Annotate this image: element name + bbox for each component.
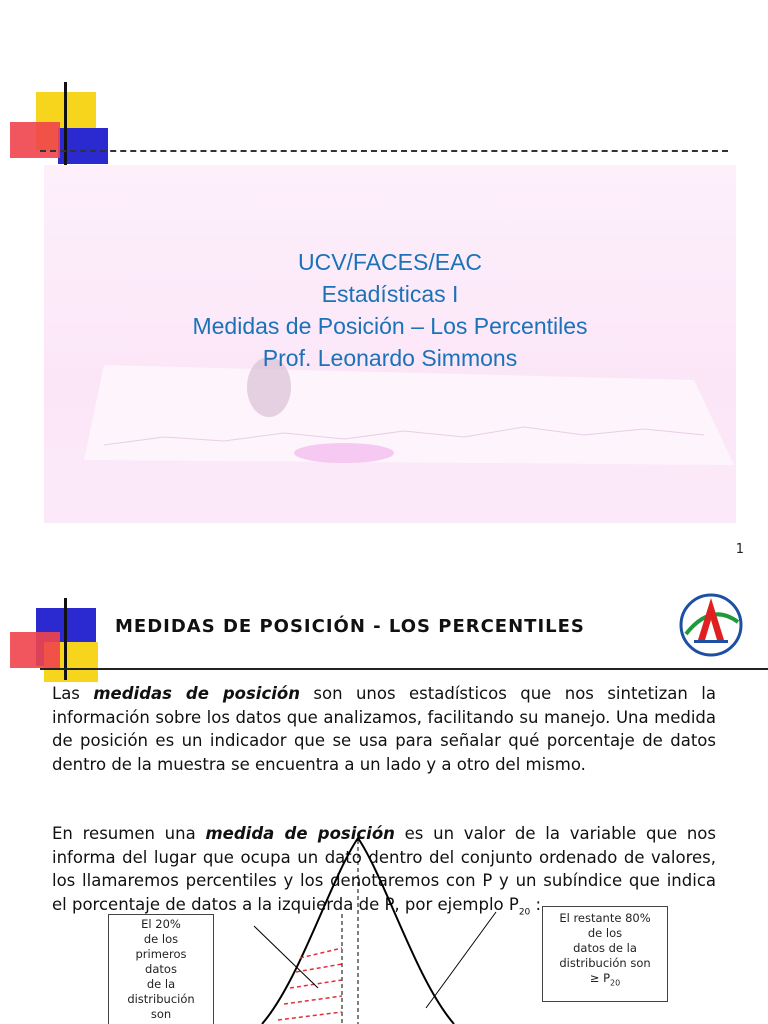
title-line-1: UCV/FACES/EAC <box>297 249 483 275</box>
title-line-3: Medidas de Posición – Los Percentiles <box>192 313 588 339</box>
right-pointer <box>426 912 496 1008</box>
callout-left: El 20% de los primeros datos de la distribución son <box>108 914 214 1024</box>
callout-right: El restante 80% de los datos de la distribución son ≥ $P_{20}$ <box>542 906 668 1002</box>
header-divider <box>40 150 728 152</box>
slide-2 <box>0 580 768 1024</box>
slide-heading: MEDIDAS DE POSICIÓN - LOS PERCENTILES <box>115 616 585 637</box>
emphasis-term: medidas de posición <box>93 684 300 703</box>
left-pointer <box>254 926 318 988</box>
title-line-2: Estadísticas I <box>321 281 459 307</box>
title-block <box>44 246 736 374</box>
title-line-4: Prof. Leonardo Simmons <box>262 345 518 371</box>
emphasis-term: medida de posición <box>205 824 395 843</box>
paragraph-1: Las medidas de posición son unos estadísticos que nos sintetizan la información sobre los datos que analizamos, facilitando su manejo. Una medida de posición es un indicador que se usa para señalar qué porcentaje de datos dentro de la muestra se encuentra a un lado y a otro del mismo. <box>52 684 716 774</box>
paragraph-2: En resumen una medida de posición es un valor de la variable que nos informa del lugar que ocupa un dato dentro del conjunto ordenado de valores, los llamaremos percentiles y los denotaremos con P y un subíndice que indica el porcentaje de datos a la izquierda de P, por ejemplo $P_{20}$ : <box>52 824 717 917</box>
page-number: 1 <box>735 542 744 557</box>
